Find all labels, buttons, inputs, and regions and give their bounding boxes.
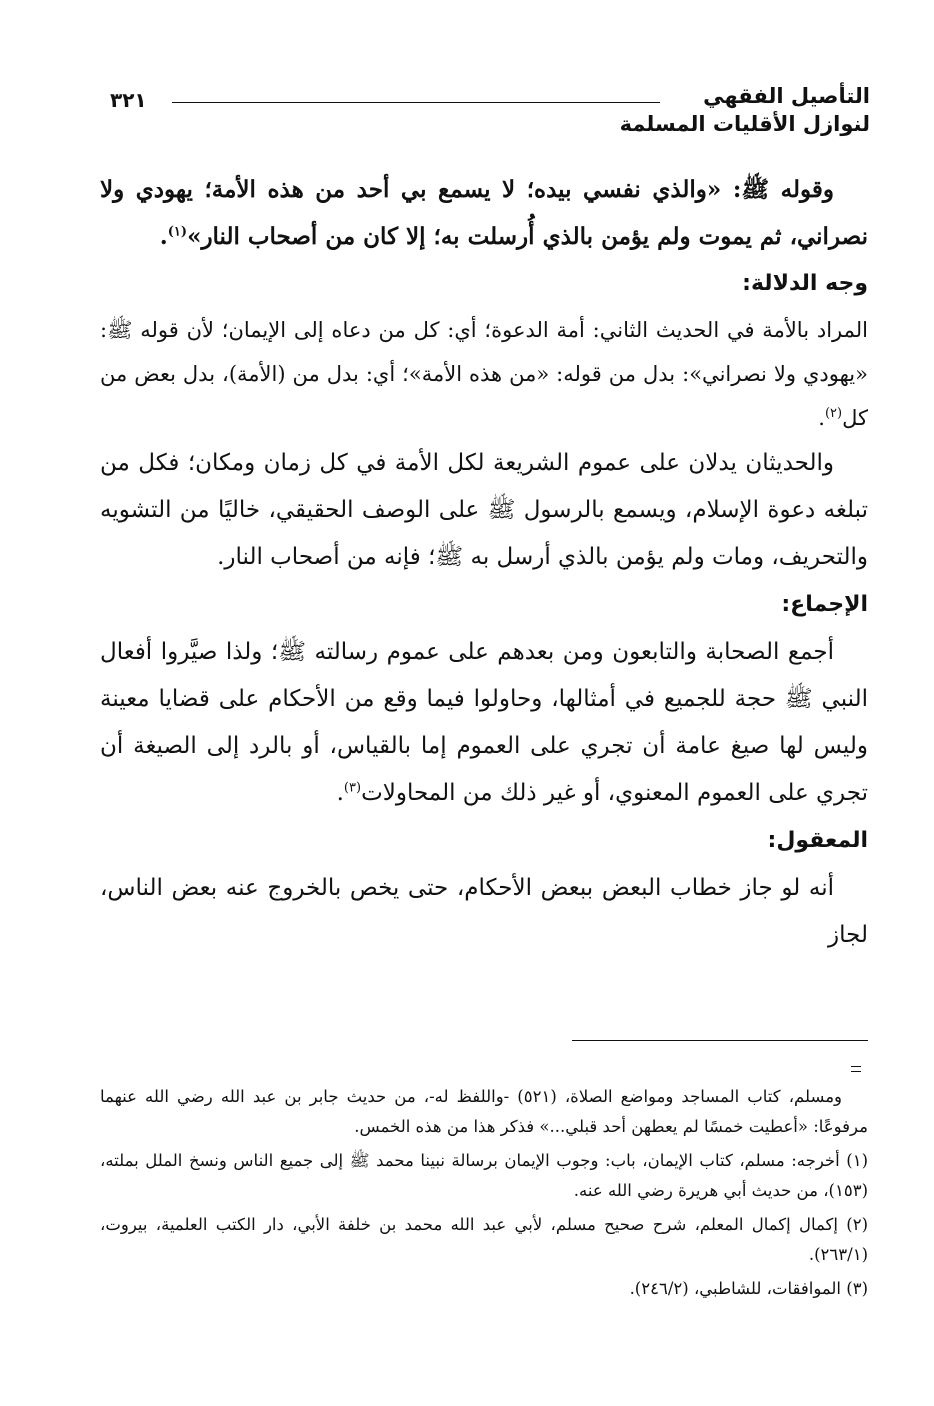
header-rule (172, 102, 660, 103)
page-number: ٣٢١ (110, 88, 147, 112)
footnote-1: (١) أخرجه: مسلم، كتاب الإيمان، باب: وجوب الإيمان برسالة نبينا محمد ﷺ إلى جميع الناس ونسخ الملل بملته، (١٥٣)، من حديث أبي هريرة رضي الله عنه. (100, 1151, 868, 1200)
footnotes (100, 1082, 868, 1308)
ijma-paragraph: أجمع الصحابة والتابعون ومن بعدهم على عموم رسالته ﷺ؛ ولذا صيَّروا أفعال النبي ﷺ حجة للجميع في أمثالها، وحاولوا فيما وقع من الأحكام على قضايا معينة وليس لها صيغ عامة أن تجري على العموم إما بالقياس، أو بالرد إلى الصيغة أن تجري على العموم المعنوي، أو غير ذلك من المحاولات$^{(٣)}$. (100, 639, 868, 806)
hadith-text: وقوله ﷺ: «والذي نفسي بيده؛ لا يسمع بي أحد من هذه الأمة؛ يهودي ولا نصراني، ثم يموت ولم يؤمن بالذي أُرسلت به؛ إلا كان من أصحاب النار» (100, 176, 868, 250)
heading-wajh-aldalala: وجه الدلالة: (742, 271, 868, 296)
footnote-3: (٣) الموافقات، للشاطبي، (٢٤٦/٢). (629, 1279, 868, 1298)
footnote-ref-1: (١) (167, 224, 188, 240)
book-title-line-1: التأصيل الفقهي (703, 84, 870, 108)
running-header (110, 82, 870, 144)
footnote-2: (٢) إكمال إكمال المعلم، شرح صحيح مسلم، لأبي عبد الله محمد بن خلفة الأبي، دار الكتب العلمية، بيروت، (٢٦٣/١). (100, 1215, 868, 1264)
heading-maqul: المعقول: (767, 828, 868, 853)
footnote-ref-2: (٢) (824, 406, 843, 421)
maqul-paragraph: أنه لو جاز خطاب البعض ببعض الأحكام، حتى يخص بالخروج عنه بعض الناس، لجاز (100, 875, 868, 948)
dalala-paragraph: المراد بالأمة في الحديث الثاني: أمة الدعوة؛ أي: كل من دعاه إلى الإيمان؛ لأن قوله ﷺ: «يهودي ولا نصراني»: بدل من قوله: «من هذه الأمة»؛ أي: بدل من (الأمة)، بدل بعض من كل$^{(٢)}$. (100, 318, 868, 430)
footnote-rule (572, 1040, 868, 1041)
footnote-continued: ومسلم، كتاب المساجد ومواضع الصلاة، (٥٢١) -واللفظ له-، من حديث جابر بن عبد الله رضي الله عنهما مرفوعًا: «أعطيت خمسًا لم يعطهن أحد قبلي...» فذكر هذا من هذه الخمس. (100, 1087, 868, 1136)
book-title-line-2: لنوازل الأقليات المسلمة (619, 112, 870, 136)
heading-ijma: الإجماع: (781, 592, 868, 617)
dalala-text: المراد بالأمة في الحديث الثاني: أمة الدعوة؛ أي: كل من دعاه إلى الإيمان؛ لأن قوله ﷺ: «يهودي ولا نصراني»: بدل من قوله: «من هذه الأمة»؛ أي: بدل من (الأمة)، بدل بعض من كل (100, 318, 868, 430)
hadithan-paragraph: والحديثان يدلان على عموم الشريعة لكل الأمة في كل زمان ومكان؛ فكل من تبلغه دعوة الإسلام، ويسمع بالرسول ﷺ على الوصف الحقيقي، خاليًا من التشويه والتحريف، ومات ولم يؤمن بالذي أرسل به ﷺ؛ فإنه من أصحاب النار. (100, 450, 868, 570)
ijma-text: أجمع الصحابة والتابعون ومن بعدهم على عموم رسالته ﷺ؛ ولذا صيَّروا أفعال النبي ﷺ حجة للجميع في أمثالها، وحاولوا فيما وقع من الأحكام على قضايا معينة وليس لها صيغ عامة أن تجري على العموم إما بالقياس، أو بالرد إلى الصيغة أن تجري على العموم المعنوي، أو غير ذلك من المحاولات (100, 639, 868, 806)
footnote-continuation-mark (851, 1066, 861, 1072)
book-title (620, 82, 870, 138)
footnote-ref-3: (٣) (343, 780, 362, 796)
main-text (100, 166, 868, 959)
hadith-paragraph: وقوله ﷺ: «والذي نفسي بيده؛ لا يسمع بي أحد من هذه الأمة؛ يهودي ولا نصراني، ثم يموت ولم يؤمن بالذي أُرسلت به؛ إلا كان من أصحاب النار»$^{(١)}$. (100, 176, 868, 250)
